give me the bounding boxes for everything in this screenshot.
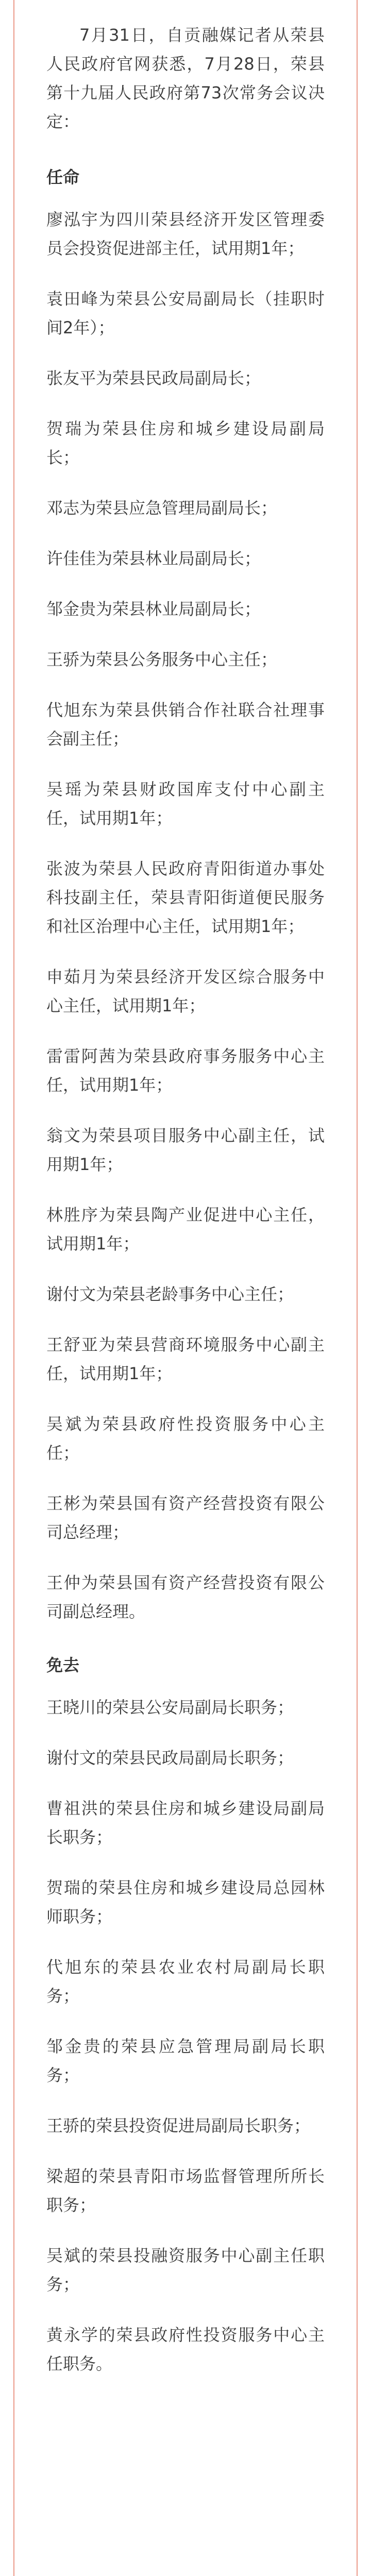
appointment-item: 王仲为荣县国有资产经营投资有限公司副总经理。	[46, 1573, 325, 1621]
appointment-item: 邹金贵为荣县林业局副局长；	[46, 599, 261, 619]
appointment-item: 许佳佳为荣县林业局副局长；	[46, 549, 261, 568]
appointment-item: 邓志为荣县应急管理局副局长；	[46, 498, 278, 518]
appoint-list	[46, 205, 325, 1626]
appointment-item: 吴斌为荣县政府性投资服务中心主任；	[46, 1414, 325, 1463]
appointment-item: 代旭东为荣县供销合作社联合社理事会副主任；	[46, 700, 325, 749]
dismissal-item: 邹金贵的荣县应急管理局副局长职务；	[46, 2037, 325, 2085]
dismissal-item: 贺瑞的荣县住房和城乡建设局总园林师职务；	[46, 1878, 325, 1926]
dismissal-item: 曹祖洪的荣县住房和城乡建设局副局长职务；	[46, 1799, 325, 1847]
dismissal-item: 梁超的荣县青阳市场监督管理所所长职务；	[46, 2166, 325, 2215]
dismissal-item: 黄永学的荣县政府性投资服务中心主任职务。	[46, 2325, 325, 2374]
appointment-item: 翁文为荣县项目服务中心副主任，试用期1年；	[46, 1126, 325, 1174]
dismiss-list	[46, 1693, 325, 2378]
appointment-item: 张波为荣县人民政府青阳街道办事处科技副主任，荣县青阳街道便民服务和社区治理中心主任，试用期1年；	[46, 859, 325, 936]
dismissal-item: 吴斌的荣县投融资服务中心副主任职务；	[46, 2246, 325, 2294]
appointment-item: 吴瑶为荣县财政国库支付中心副主任，试用期1年；	[46, 779, 325, 828]
appointment-item: 贺瑞为荣县住房和城乡建设局副局长；	[46, 419, 325, 467]
appointment-item: 王舒亚为荣县营商环境服务中心副主任，试用期1年；	[46, 1335, 325, 1383]
appointment-item: 廖泓宇为四川荣县经济开发区管理委员会投资促进部主任，试用期1年；	[46, 210, 325, 258]
section-heading-appoint: 任命	[46, 167, 80, 187]
appointment-item: 张友平为荣县民政局副局长；	[46, 368, 261, 388]
appointment-item: 林胜序为荣县陶产业促进中心主任，试用期1年；	[46, 1205, 325, 1253]
appointment-item: 袁田峰为荣县公安局副局长（挂职时间2年）；	[46, 289, 325, 337]
dismissal-item: 谢付文的荣县民政局副局长职务；	[46, 1748, 294, 1768]
dismissal-item: 代旭东的荣县农业农村局副局长职务；	[46, 1957, 325, 2006]
dismissal-item: 王骄的荣县投资促进局副局长职务；	[46, 2116, 311, 2136]
appointment-item: 申茹月为荣县经济开发区综合服务中心主任，试用期1年；	[46, 967, 325, 1015]
appointment-item: 王骄为荣县公务服务中心主任；	[46, 650, 278, 669]
appointment-item: 雷雷阿茜为荣县政府事务服务中心主任，试用期1年；	[46, 1046, 325, 1095]
article-body	[46, 21, 325, 2400]
section-heading-dismiss: 免去	[46, 1655, 80, 1675]
appointment-item: 王彬为荣县国有资产经营投资有限公司总经理；	[46, 1494, 325, 1542]
intro-paragraph: 7月31日，自贡融媒记者从荣县人民政府官网获悉，7月28日，荣县第十九届人民政府第73次常务会议决定：	[46, 25, 325, 131]
appointment-item: 谢付文为荣县老龄事务中心主任；	[46, 1284, 294, 1304]
dismissal-item: 王晓川的荣县公安局副局长职务；	[46, 1698, 294, 1717]
